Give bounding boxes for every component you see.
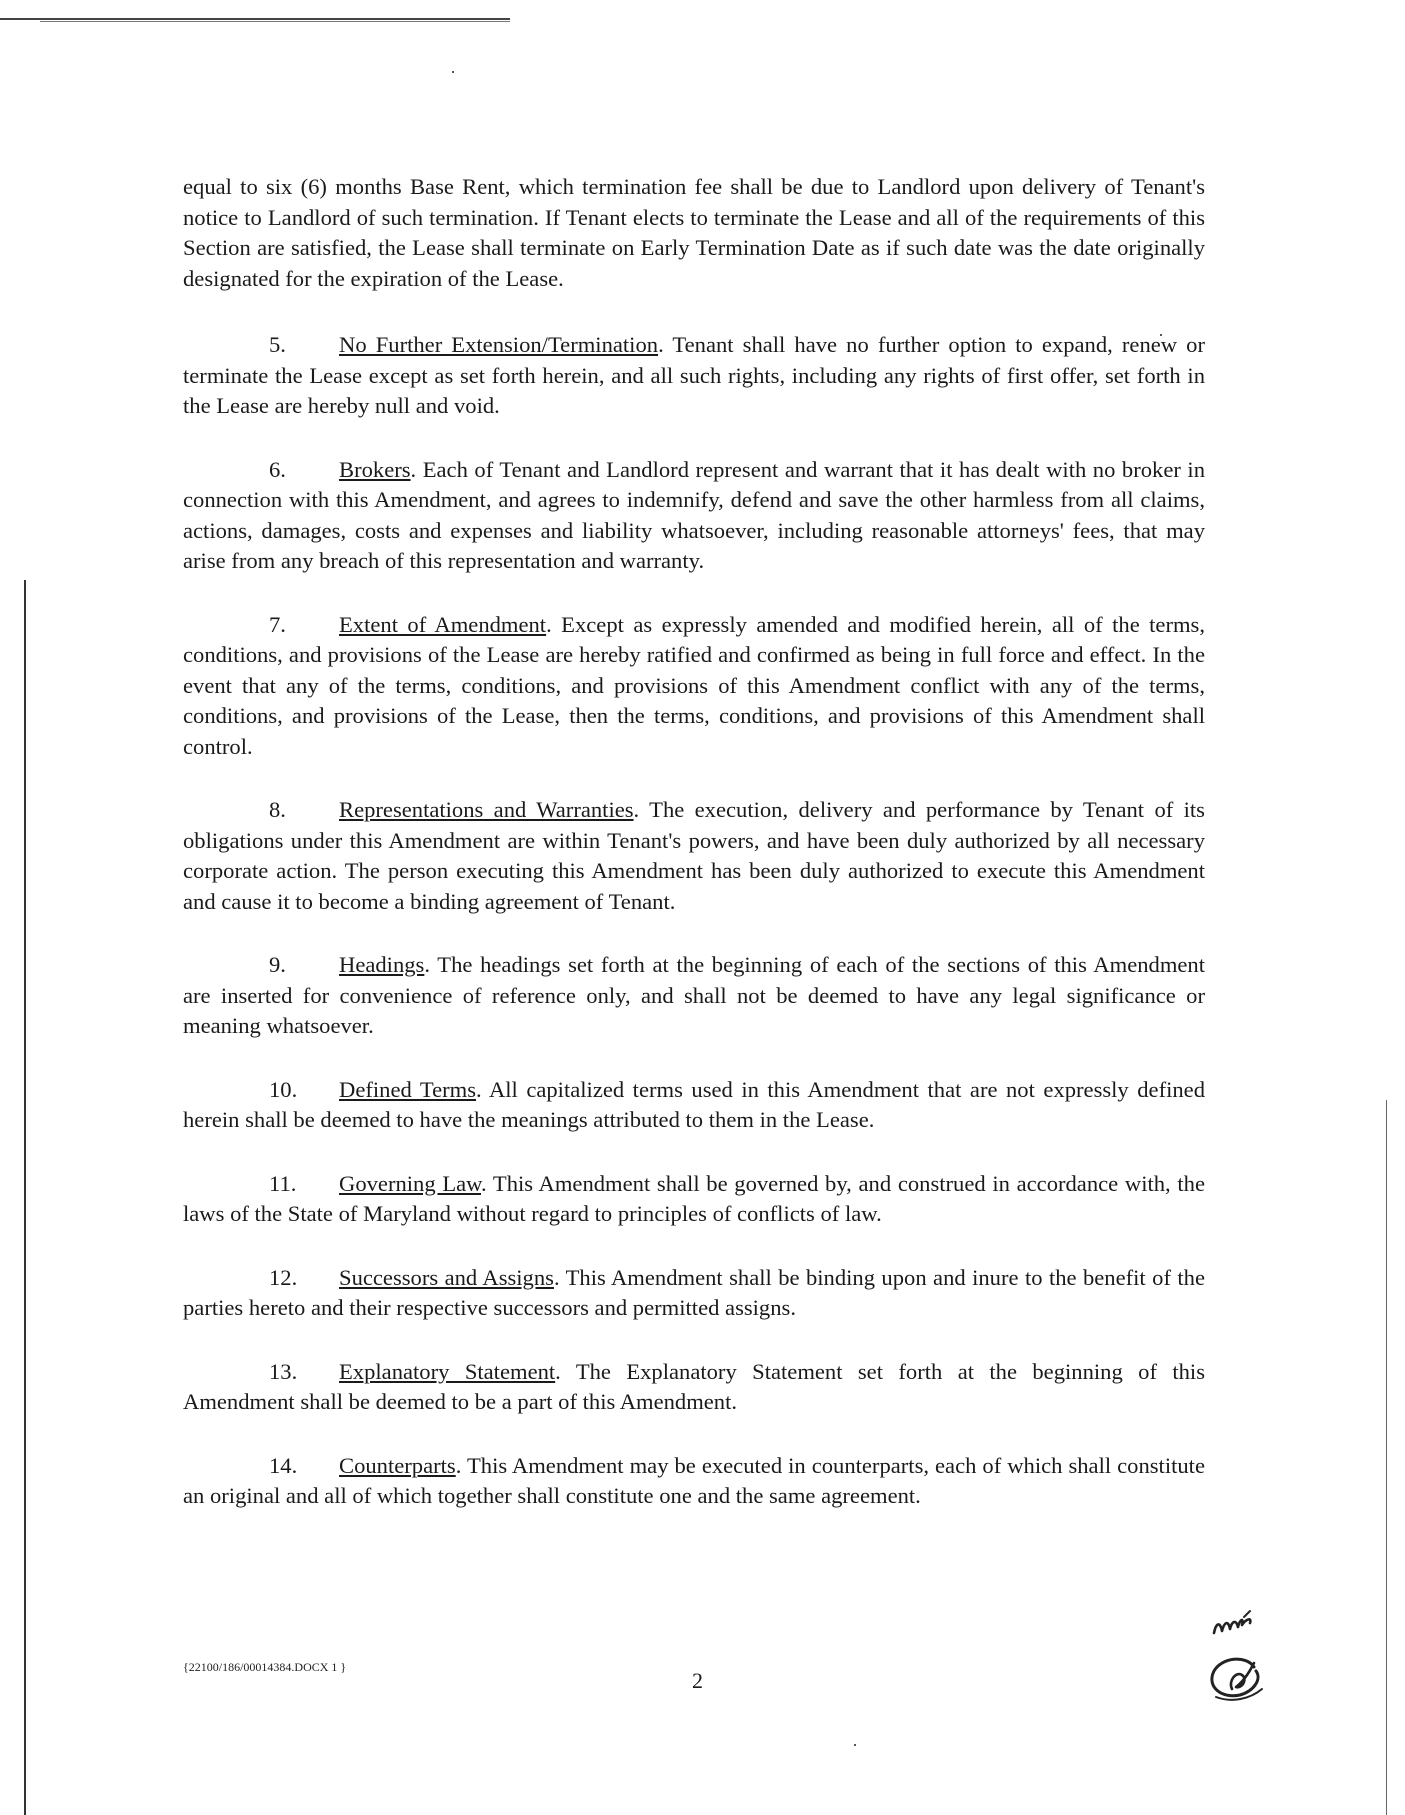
section-5: 5. No Further Extension/Termination. Tenant shall have no further option to expand, renew or terminate the Lease except as set forth herein, and all such rights, including any rights of first offer, set forth in the Lease are hereby null and void. <box>183 332 1205 418</box>
section-text: Except as expressly amended and modified herein, all of the terms, conditions, and provisions of the Lease are hereby ratified and confirmed as being in full force and effect. In the event that any of the terms, conditions, and provisions of this Amendment conflict with any of the terms, conditions, and provisions of the Lease, then the terms, conditions, and provisions of this Amendment shall control. <box>183 611 1205 759</box>
section-heading: Headings <box>339 952 425 977</box>
scan-speck <box>452 71 454 73</box>
handwritten-initials-icon <box>1192 1605 1282 1715</box>
section-heading: No Further Extension/Termination <box>339 332 659 357</box>
section-heading: Brokers <box>339 456 411 482</box>
scan-rule-top <box>0 18 510 20</box>
section-number: 8. <box>269 797 286 822</box>
section-heading: Successors and Assigns <box>339 1264 554 1290</box>
section-number: 13. <box>269 1358 298 1384</box>
section-number: 11. <box>269 1170 297 1196</box>
section-10: 10. Defined Terms. All capitalized terms used in this Amendment that are not expressly defined herein shall be deemed to have the meanings attributed to them in the Lease. <box>183 1076 1205 1132</box>
document-footer-code: {22100/186/00014384.DOCX 1 } <box>183 1660 347 1674</box>
section-7: 7. Extent of Amendment. Except as expressly amended and modified herein, all of the terms, conditions, and provisions of the Lease are hereby ratified and confirmed as being in full force and effect. In the event that any of the terms, conditions, and provisions of this Amendment conflict with any of the terms, conditions, and provisions of the Lease, then the terms, conditions, and provisions of this Amendment shall control. <box>183 611 1205 759</box>
section-11: 11. Governing Law. This Amendment shall be governed by, and construed in accordance with, the laws of the State of Maryland without regard to principles of conflicts of law. <box>183 1170 1205 1226</box>
opening-paragraph: equal to six (6) months Base Rent, which termination fee shall be due to Landlord upon delivery of Tenant's notice to Landlord of such termination. If Tenant elects to terminate the Lease and all of the requirements of this Section are satisfied, the Lease shall terminate on Early Termination Date as if such date was the date originally designated for the expiration of the Lease. <box>183 174 1205 291</box>
section-heading: Representations and Warranties <box>339 797 634 822</box>
section-6: 6. Brokers. Each of Tenant and Landlord represent and warrant that it has dealt with no broker in connection with this Amendment, and agrees to indemnify, defend and save the other harmless from all claims, actions, damages, costs and expenses and liability whatsoever, including reasonable attorneys' fees, that may arise from any breach of this representation and warranty. <box>183 456 1205 573</box>
page-number: 2 <box>692 1668 703 1693</box>
section-text: Tenant shall have no further option to expand, renew or terminate the Lease except as set forth herein, and all such rights, including any rights of first offer, set forth in the Lease are hereby null and void. <box>183 332 1205 418</box>
section-text: The execution, delivery and performance by Tenant of its obligations under this Amendment are within Tenant's powers, and have been duly authorized by all necessary corporate action. The person executing this Amendment has been duly authorized to execute this Amendment and cause it to become a binding agreement of Tenant. <box>183 797 1205 914</box>
section-text: All capitalized terms used in this Amendment that are not expressly defined herein shall be deemed to have the meanings attributed to them in the Lease. <box>183 1076 1205 1132</box>
section-12: 12. Successors and Assigns. This Amendment shall be binding upon and inure to the benefit of the parties hereto and their respective successors and permitted assigns. <box>183 1264 1205 1320</box>
section-text: This Amendment may be executed in counterparts, each of which shall constitute an original and all of which together shall constitute one and the same agreement. <box>183 1452 1205 1508</box>
section-heading: Defined Terms <box>339 1076 477 1102</box>
document-body <box>183 172 1205 1545</box>
section-heading: Extent of Amendment <box>339 611 547 637</box>
section-number: 10. <box>269 1076 298 1102</box>
section-number: 7. <box>269 611 286 637</box>
section-text: This Amendment shall be binding upon and inure to the benefit of the parties hereto and their respective successors and permitted assigns. <box>183 1264 1205 1320</box>
section-text: The Explanatory Statement set forth at the beginning of this Amendment shall be deemed to be a part of this Amendment. <box>183 1358 1206 1414</box>
section-number: 14. <box>269 1452 298 1478</box>
section-number: 9. <box>269 952 286 977</box>
section-number: 12. <box>269 1264 298 1290</box>
section-heading: Explanatory Statement <box>339 1358 556 1384</box>
scan-edge-right <box>1386 1100 1387 1815</box>
section-14: 14. Counterparts. This Amendment may be executed in counterparts, each of which shall constitute an original and all of which together shall constitute one and the same agreement. <box>183 1452 1205 1508</box>
section-heading: Counterparts <box>339 1452 456 1478</box>
section-number: 5. <box>269 332 286 357</box>
section-9: 9. Headings. The headings set forth at the beginning of each of the sections of this Amendment are inserted for convenience of reference only, and shall not be deemed to have any legal significance or meaning whatsoever. <box>183 952 1205 1038</box>
section-number: 6. <box>269 456 286 482</box>
section-text: The headings set forth at the beginning of each of the sections of this Amendment are inserted for convenience of reference only, and shall not be deemed to have any legal significance or meaning whatsoever. <box>183 952 1205 1038</box>
section-8: 8. Representations and Warranties. The execution, delivery and performance by Tenant of its obligations under this Amendment are within Tenant's powers, and have been duly authorized by all necessary corporate action. The person executing this Amendment has been duly authorized to execute this Amendment and cause it to become a binding agreement of Tenant. <box>183 797 1205 914</box>
scan-rule-top-thin <box>40 21 510 22</box>
section-13: 13. Explanatory Statement. The Explanatory Statement set forth at the beginning of this Amendment shall be deemed to be a part of this Amendment. <box>183 1358 1206 1414</box>
section-text: Each of Tenant and Landlord represent and warrant that it has dealt with no broker in connection with this Amendment, and agrees to indemnify, defend and save the other harmless from all claims, actions, damages, costs and expenses and liability whatsoever, including reasonable attorneys' fees, that may arise from any breach of this representation and warranty. <box>183 456 1205 573</box>
section-heading: Governing Law <box>339 1170 481 1196</box>
scan-edge-left <box>24 580 26 1815</box>
scan-speck <box>854 1744 856 1746</box>
section-text: This Amendment shall be governed by, and construed in accordance with, the laws of the State of Maryland without regard to principles of conflicts of law. <box>183 1170 1205 1226</box>
